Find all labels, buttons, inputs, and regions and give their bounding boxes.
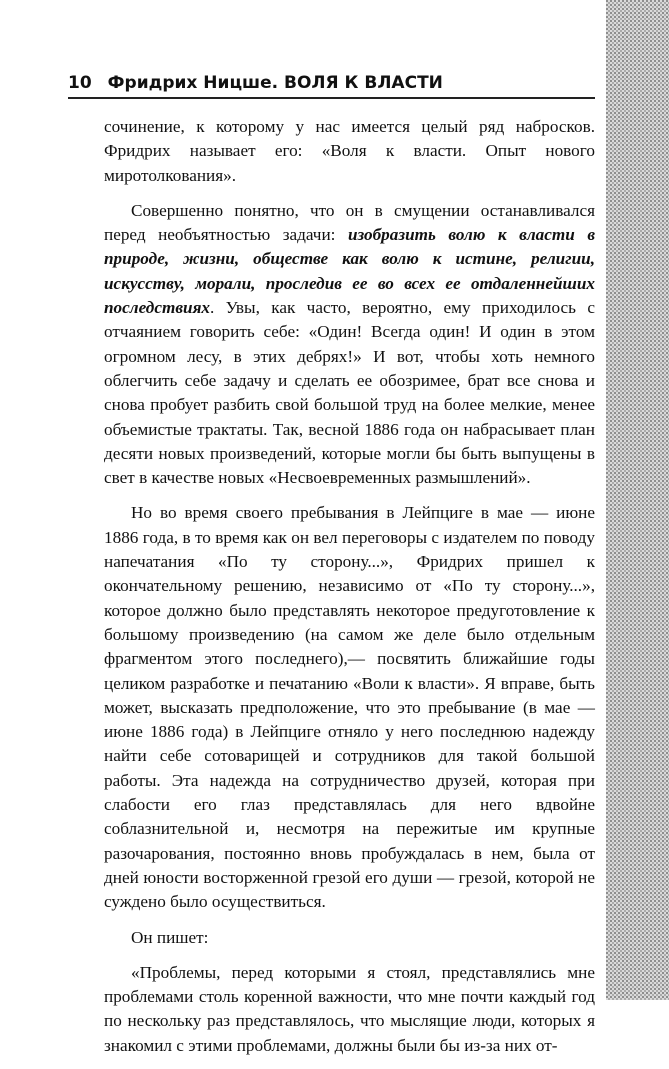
book-title: Фридрих Ницше. ВОЛЯ К ВЛАСТИ: [107, 73, 443, 93]
body-text: [104, 115, 595, 1069]
paragraph-4: Он пишет:: [131, 927, 209, 947]
paragraph-2-lead: Совершенно понятно, что он в смущении останавливался перед необъятностью задачи:: [104, 200, 595, 245]
paragraph-2: [104, 199, 595, 491]
page-edge-halftone: [606, 0, 669, 1000]
page-number: 10: [68, 73, 92, 93]
paragraph-2-rest: . Увы, как часто, вероятно, ему приходилось с отчаянием говорить себе: «Один! Всегда один! И один в этом огромном лесу, в этих дебрях!» И вот, чтобы хоть немного облегчить себе задачу и сделать ее обозримее, брат все снова и снова пробует разбить свой большой труд на более мелкие, менее объемистые трактаты. Так, весной 1886 года он набрасывает план десяти новых произведений, которые могли бы быть выпущены в свет в качестве новых «Несвоевременных размышлений».: [104, 298, 595, 488]
paragraph-5: «Проблемы, перед которыми я стоял, представлялись мне проблемами столь коренной важности, что мне почти каждый год по нескольку раз представлялось, что мыслящие люди, которых я знакомил с этими проблемами, должны были бы из-за них от-: [104, 962, 595, 1055]
paragraph-1: сочинение, к которому у нас имеется целый ряд набросков. Фридрих называет его: «Воля к власти. Опыт нового миротолкования».: [104, 117, 595, 185]
header-rule: [68, 97, 595, 99]
paragraph-3: Но во время своего пребывания в Лейпциге в мае — июне 1886 года, в то время как он вел переговоры с издателем по поводу напечатания «По ту сторону...», Фридрих пришел к окончательному решению, независимо от «По ту сторону...», которое должно было представлять некоторое предуготовление к большому произведению (на самом же деле было отдельным фрагментом этого последнего),— посвятить ближайшие годы целиком разработке и печатанию «Воли к власти». Я вправе, быть может, высказать предположение, что это пребывание (в мае — июне 1886 года) в Лейпциге отняло у него последнюю надежду найти себе сотоварищей и сотрудников для такой большой работы. Эта надежда на сотрудничество друзей, которая при слабости его глаз представлялась для него вдвойне соблазнительной и, несмотря на пережитые им крупные разочарования, постоянно вновь пробуждалась в нем, была от дней юности восторженной грезой его души — грезой, которой не суждено было осуществиться.: [104, 503, 595, 912]
running-header: [68, 70, 593, 96]
paragraph-2-emphasis: изобразить волю к власти в природе, жизни, обществе как волю к истине, религии, искусству, морали, проследив ее во всех ее отдаленнейших последствиях: [104, 225, 595, 318]
